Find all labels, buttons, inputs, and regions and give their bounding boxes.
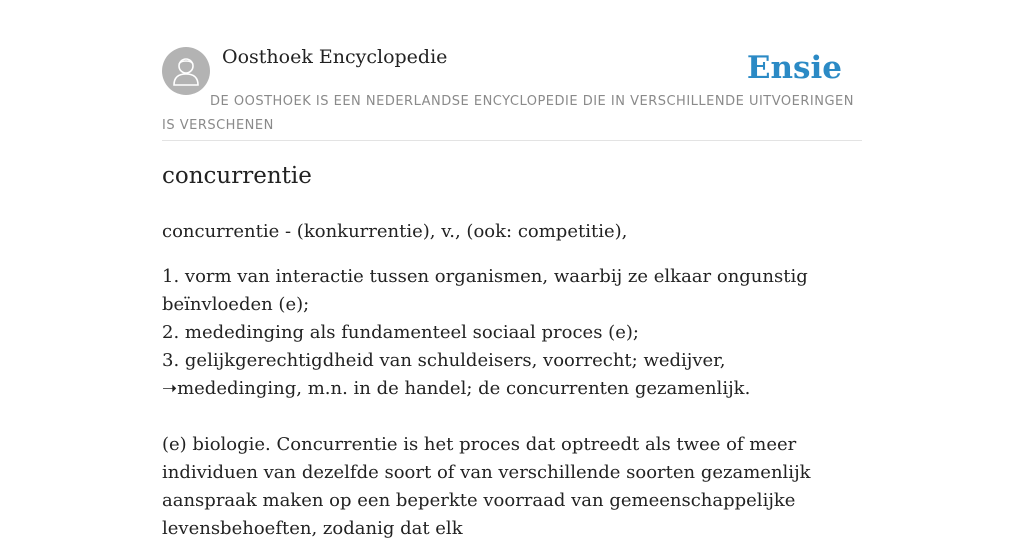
user-avatar-icon[interactable] [162,47,210,95]
definition-item: 2. mededinging als fundamenteel sociaal proces (e); [162,322,639,343]
definition-text: , m.n. in de handel; de concurrenten gezamenlijk. [296,378,751,399]
definition-item [162,347,862,403]
entry-paragraph: (e) biologie. Concurrentie is het proces dat optreedt als twee of meer individuen van dezelfde soort of van verschillende soorten gezamenlijk aanspraak maken op een beperkte voorraad van gemeenschappelijke levensbehoeften, zodanig dat elk [162,434,811,539]
entry-headline: concurrentie - (konkurrentie), v., (ook: competitie), [162,221,628,242]
source-tagline: DE OOSTHOEK IS EEN NEDERLANDSE ENCYCLOPEDIE DIE IN VERSCHILLENDE UITVOERINGEN IS VERSCHENEN [162,94,854,133]
entry-title: concurrentie [162,163,312,189]
article-page [162,0,862,539]
ensie-logo-link[interactable]: Ensie [746,50,842,86]
source-name-link[interactable]: Oosthoek Encyclopedie [222,46,448,68]
xref-mededinging-link[interactable]: ➝mededinging [162,378,297,399]
source-header [162,0,862,141]
definition-item: 1. vorm van interactie tussen organismen, waarbij ze elkaar ongunstig beïnvloeden (e); [162,266,808,315]
definition-text: 3. gelijkgerechtigdheid van schuldeisers, voorrecht; wedijver, [162,350,726,371]
definition-list [162,263,862,403]
